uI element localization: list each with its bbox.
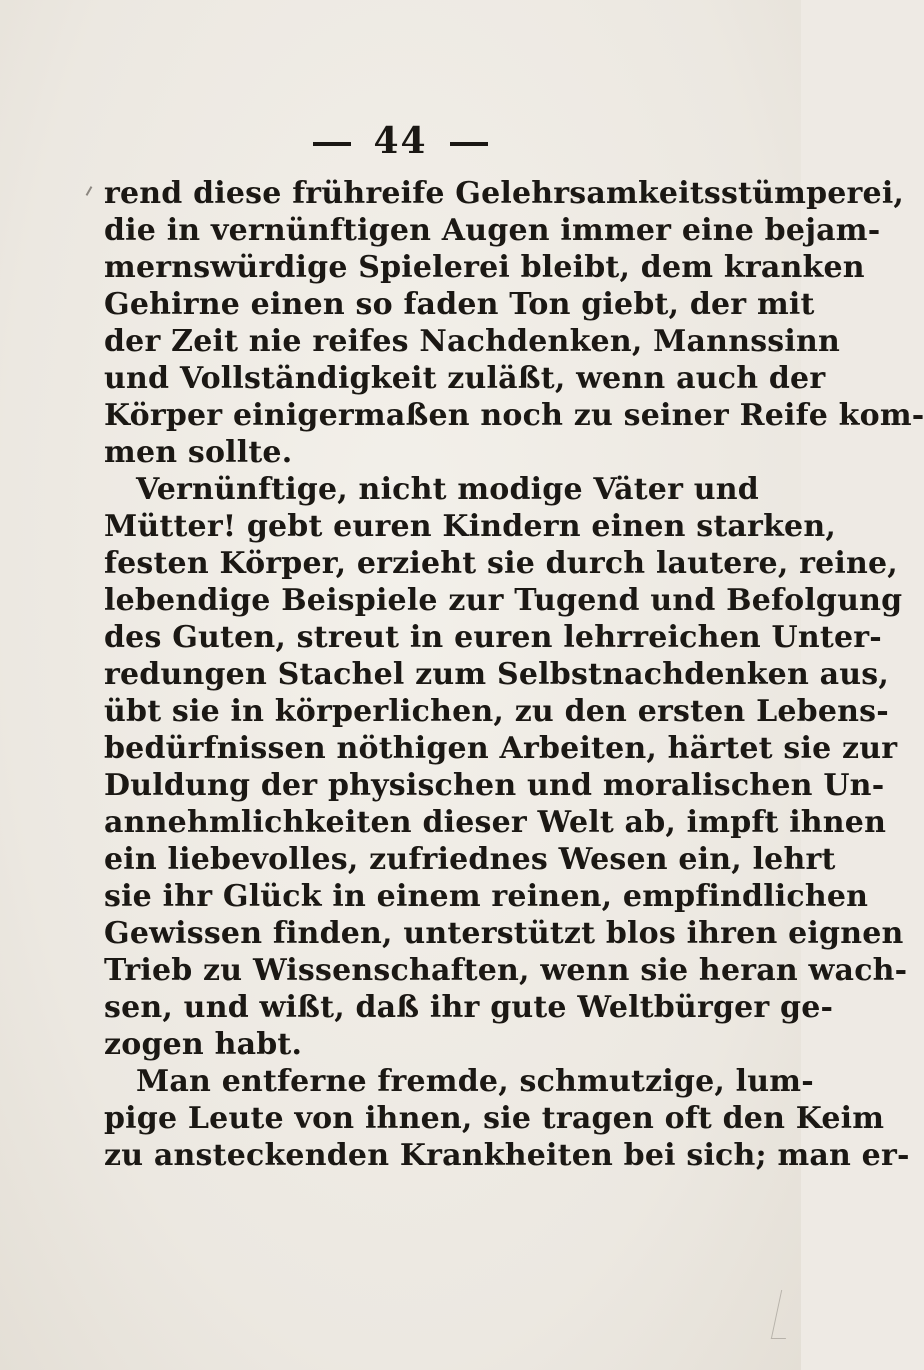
text-line: Trieb zu Wissenschaften, wenn sie heran wach-: [104, 953, 908, 988]
text-line: übt sie in körperlichen, zu den ersten Lebens-: [104, 694, 889, 729]
text-line: Gewissen finden, unterstützt blos ihren eignen: [104, 916, 904, 951]
text-line: festen Körper, erzieht sie durch lautere, reine,: [104, 546, 898, 581]
text-line: pige Leute von ihnen, sie tragen oft den Keim: [104, 1101, 885, 1136]
text-line: annehmlichkeiten dieser Welt ab, impft ihnen: [104, 805, 887, 840]
paragraph-start-line: Vernünftige, nicht modige Väter und: [136, 472, 759, 507]
margin-pencil-mark: [86, 186, 93, 196]
text-line: zogen habt.: [104, 1027, 303, 1062]
text-line: bedürfnissen nöthigen Arbeiten, härtet sie zur: [104, 731, 898, 766]
text-line: rend diese frühreife Gelehrsamkeitsstümperei,: [104, 176, 905, 211]
paragraph-start-line: Man entferne fremde, schmutzige, lum-: [136, 1064, 814, 1099]
text-line: Duldung der physischen und moralischen Un-: [104, 768, 885, 803]
page-edge-mark: [771, 1290, 796, 1339]
body-text: [104, 175, 924, 1174]
text-line: Mütter! gebt euren Kindern einen starken,: [104, 509, 836, 544]
page-number: 44: [373, 120, 428, 162]
text-line: Gehirne einen so faden Ton giebt, der mit: [104, 287, 815, 322]
text-line: die in vernünftigen Augen immer eine bejam-: [104, 213, 881, 248]
text-line: sen, und wißt, daß ihr gute Weltbürger ge-: [104, 990, 834, 1025]
text-line: ein liebevolles, zufriednes Wesen ein, lehrt: [104, 842, 836, 877]
text-line: Körper einigermaßen noch zu seiner Reife kom-: [104, 398, 924, 433]
text-line: mernswürdige Spielerei bleibt, dem kranken: [104, 250, 865, 285]
text-line: redungen Stachel zum Selbstnachdenken aus,: [104, 657, 890, 692]
page-header: [0, 120, 801, 162]
text-line: der Zeit nie reifes Nachdenken, Mannssinn: [104, 324, 841, 359]
header-dash-left: [313, 142, 351, 146]
text-line: lebendige Beispiele zur Tugend und Befolgung: [104, 583, 903, 618]
text-line: und Vollständigkeit zuläßt, wenn auch der: [104, 361, 826, 396]
text-line: sie ihr Glück in einem reinen, empfindlichen: [104, 879, 869, 914]
text-line: men sollte.: [104, 435, 293, 470]
header-dash-right: [450, 142, 488, 146]
text-line: des Guten, streut in euren lehrreichen Unter-: [104, 620, 882, 655]
text-line: zu ansteckenden Krankheiten bei sich; man er-: [104, 1138, 910, 1173]
